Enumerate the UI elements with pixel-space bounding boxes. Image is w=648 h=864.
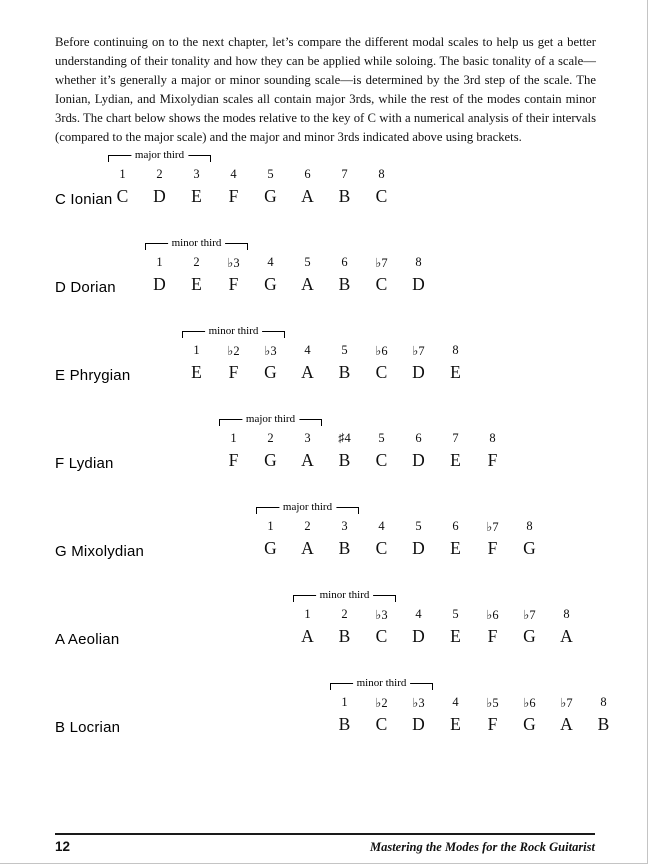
- degree-label: 3: [193, 167, 200, 181]
- note-label: F: [487, 714, 498, 734]
- degree-label: 1: [156, 255, 163, 269]
- degree-label: 3: [341, 519, 348, 533]
- degree-label: 6: [341, 255, 348, 269]
- degree-label: ♭7: [375, 256, 388, 270]
- note-label: C: [375, 450, 388, 470]
- note-label: E: [450, 626, 461, 646]
- mode-block: [55, 414, 647, 476]
- note-label: A: [560, 626, 573, 646]
- degree-label: ♭6: [523, 696, 536, 710]
- note-label: G: [523, 626, 536, 646]
- degree-label: 3: [304, 431, 311, 445]
- degree-label: 6: [415, 431, 422, 445]
- degree-label: 2: [156, 167, 163, 181]
- note-label: E: [450, 450, 461, 470]
- note-label: B: [338, 714, 351, 734]
- degree-label: 1: [193, 343, 200, 357]
- bracket-label: minor third: [205, 326, 263, 337]
- notes-row: [178, 362, 647, 388]
- degree-label: 2: [304, 519, 311, 533]
- bracket-label: minor third: [168, 238, 226, 249]
- note-label: C: [375, 714, 388, 734]
- note-label: F: [487, 538, 498, 558]
- notes-row: [252, 538, 647, 564]
- degree-label: 4: [267, 255, 274, 269]
- mode-name: F Lydian: [55, 455, 114, 472]
- degree-label: 5: [378, 431, 385, 445]
- bracket-row: [55, 678, 647, 692]
- degrees-row: [252, 516, 647, 538]
- note-label: D: [153, 274, 166, 294]
- note-label: B: [597, 714, 610, 734]
- bracket-tick-left: [256, 507, 257, 514]
- mode-name: C Ionian: [55, 191, 113, 208]
- bracket-tick-right: [321, 419, 322, 426]
- third-bracket: [145, 238, 248, 251]
- note-label: G: [264, 538, 277, 558]
- degree-label: 2: [193, 255, 200, 269]
- note-label: C: [375, 538, 388, 558]
- bracket-row: [55, 502, 647, 516]
- third-bracket: [330, 678, 433, 691]
- degree-label: 4: [452, 695, 459, 709]
- degree-label: ♭3: [264, 344, 277, 358]
- note-label: B: [338, 274, 351, 294]
- bracket-tick-right: [284, 331, 285, 338]
- degree-label: 8: [489, 431, 496, 445]
- note-label: A: [301, 186, 314, 206]
- note-label: F: [228, 450, 239, 470]
- bracket-tick-right: [358, 507, 359, 514]
- degree-label: 7: [452, 431, 459, 445]
- mode-name: B Locrian: [55, 719, 121, 736]
- notes-row: [326, 714, 647, 740]
- notes-row: [141, 274, 647, 300]
- note-label: F: [487, 450, 498, 470]
- note-label: C: [375, 186, 388, 206]
- degree-label: 2: [341, 607, 348, 621]
- note-label: E: [450, 714, 461, 734]
- degree-label: 2: [267, 431, 274, 445]
- degree-label: ♭7: [412, 344, 425, 358]
- notes-row: [215, 450, 647, 476]
- degree-label: ♭7: [560, 696, 573, 710]
- mode-name: E Phrygian: [55, 367, 131, 384]
- degree-label: ♭3: [227, 256, 240, 270]
- bracket-label: major third: [279, 502, 336, 513]
- degree-label: ♭3: [412, 696, 425, 710]
- mode-name: A Aeolian: [55, 631, 120, 648]
- note-label: A: [301, 538, 314, 558]
- third-bracket: [293, 590, 396, 603]
- note-label: G: [264, 450, 277, 470]
- note-label: B: [338, 362, 351, 382]
- third-bracket: [256, 502, 359, 515]
- degree-label: 1: [119, 167, 126, 181]
- note-label: D: [412, 450, 425, 470]
- note-label: G: [264, 362, 277, 382]
- note-label: G: [264, 274, 277, 294]
- degree-label: ♭3: [375, 608, 388, 622]
- bracket-tick-left: [182, 331, 183, 338]
- bracket-tick-left: [330, 683, 331, 690]
- mode-block: [55, 590, 647, 652]
- note-label: D: [412, 538, 425, 558]
- bracket-row: [55, 590, 647, 604]
- modes-chart: [55, 150, 647, 766]
- note-label: A: [301, 450, 314, 470]
- notes-row: [104, 186, 647, 212]
- degree-label: 8: [526, 519, 533, 533]
- degree-label: 8: [600, 695, 607, 709]
- note-label: B: [338, 186, 351, 206]
- degree-label: 8: [415, 255, 422, 269]
- note-label: B: [338, 450, 351, 470]
- note-label: F: [228, 274, 239, 294]
- degrees-row: [141, 252, 647, 274]
- mode-block: [55, 678, 647, 740]
- degree-label: 1: [230, 431, 237, 445]
- note-label: E: [191, 186, 202, 206]
- degree-label: 4: [230, 167, 237, 181]
- degree-label: 6: [304, 167, 311, 181]
- note-label: C: [375, 626, 388, 646]
- degree-label: 4: [304, 343, 311, 357]
- note-label: G: [523, 538, 536, 558]
- third-bracket: [182, 326, 285, 339]
- degree-label: 8: [452, 343, 459, 357]
- bracket-row: [55, 238, 647, 252]
- note-label: E: [450, 362, 461, 382]
- degree-label: 1: [304, 607, 311, 621]
- degrees-row: [215, 428, 647, 450]
- degrees-row: [104, 164, 647, 186]
- note-label: A: [560, 714, 573, 734]
- note-label: A: [301, 626, 314, 646]
- bracket-label: minor third: [316, 590, 374, 601]
- third-bracket: [219, 414, 322, 427]
- degree-label: ♭2: [227, 344, 240, 358]
- intro-paragraph: Before continuing on to the next chapter, let’s compare the different modal scales to help us get a better understanding of their tonality and how they can be applied while soloing. The basic tonality of a scale—whether it’s generally a major or minor sounding scale—is determined by the 3rd step of the scale. The Ionian, Lydian, and Mixolydian scales all contain major 3rds, while the rest of the modes contain minor 3rds. The chart below shows the modes relative to the key of C with a numerical analysis of their intervals (compared to the major scale) and the major and minor 3rds indicated above using brackets.: [55, 35, 596, 145]
- degree-label: ♭6: [486, 608, 499, 622]
- note-label: D: [412, 714, 425, 734]
- note-label: E: [450, 538, 461, 558]
- bracket-tick-right: [247, 243, 248, 250]
- note-label: D: [412, 626, 425, 646]
- degree-label: 5: [267, 167, 274, 181]
- third-bracket: [108, 150, 211, 163]
- note-label: D: [412, 274, 425, 294]
- degree-label: ♭7: [486, 520, 499, 534]
- degree-label: 7: [341, 167, 348, 181]
- mode-name: G Mixolydian: [55, 543, 145, 560]
- bracket-label: minor third: [353, 678, 411, 689]
- mode-block: [55, 238, 647, 300]
- degree-label: 5: [304, 255, 311, 269]
- note-label: D: [412, 362, 425, 382]
- degree-label: ♭6: [375, 344, 388, 358]
- note-label: D: [153, 186, 166, 206]
- note-label: A: [301, 274, 314, 294]
- degrees-row: [289, 604, 647, 626]
- degree-label: 6: [452, 519, 459, 533]
- degree-label: 5: [415, 519, 422, 533]
- bracket-row: [55, 326, 647, 340]
- bracket-tick-left: [108, 155, 109, 162]
- note-label: E: [191, 362, 202, 382]
- bracket-tick-right: [432, 683, 433, 690]
- degrees-row: [326, 692, 647, 714]
- degree-label: 5: [341, 343, 348, 357]
- degree-label: 8: [563, 607, 570, 621]
- notes-row: [289, 626, 647, 652]
- book-title: Mastering the Modes for the Rock Guitarist: [369, 840, 595, 854]
- note-label: G: [523, 714, 536, 734]
- mode-name: D Dorian: [55, 279, 116, 296]
- mode-block: [55, 502, 647, 564]
- note-label: C: [375, 274, 388, 294]
- bracket-label: major third: [242, 414, 299, 425]
- degree-label: ♯4: [338, 431, 351, 445]
- degree-label: 5: [452, 607, 459, 621]
- note-label: E: [191, 274, 202, 294]
- page-number: 12: [55, 839, 71, 854]
- mode-block: [55, 326, 647, 388]
- bracket-row: [55, 150, 647, 164]
- note-label: C: [375, 362, 388, 382]
- degree-label: ♭2: [375, 696, 388, 710]
- note-label: G: [264, 186, 277, 206]
- mode-block: [55, 150, 647, 212]
- page-footer: [55, 839, 595, 855]
- degree-label: ♭7: [523, 608, 536, 622]
- bracket-row: [55, 414, 647, 428]
- note-label: F: [228, 362, 239, 382]
- degree-label: ♭5: [486, 696, 499, 710]
- note-label: B: [338, 538, 351, 558]
- bracket-label: major third: [131, 150, 188, 161]
- note-label: F: [487, 626, 498, 646]
- bracket-tick-right: [210, 155, 211, 162]
- footer-rule: [55, 833, 595, 835]
- degree-label: 8: [378, 167, 385, 181]
- degree-label: 1: [341, 695, 348, 709]
- note-label: F: [228, 186, 239, 206]
- degree-label: 1: [267, 519, 274, 533]
- note-label: B: [338, 626, 351, 646]
- bracket-tick-left: [145, 243, 146, 250]
- note-label: A: [301, 362, 314, 382]
- bracket-tick-left: [219, 419, 220, 426]
- bracket-tick-left: [293, 595, 294, 602]
- degree-label: 4: [415, 607, 422, 621]
- bracket-tick-right: [395, 595, 396, 602]
- degree-label: 4: [378, 519, 385, 533]
- note-label: C: [116, 186, 129, 206]
- degrees-row: [178, 340, 647, 362]
